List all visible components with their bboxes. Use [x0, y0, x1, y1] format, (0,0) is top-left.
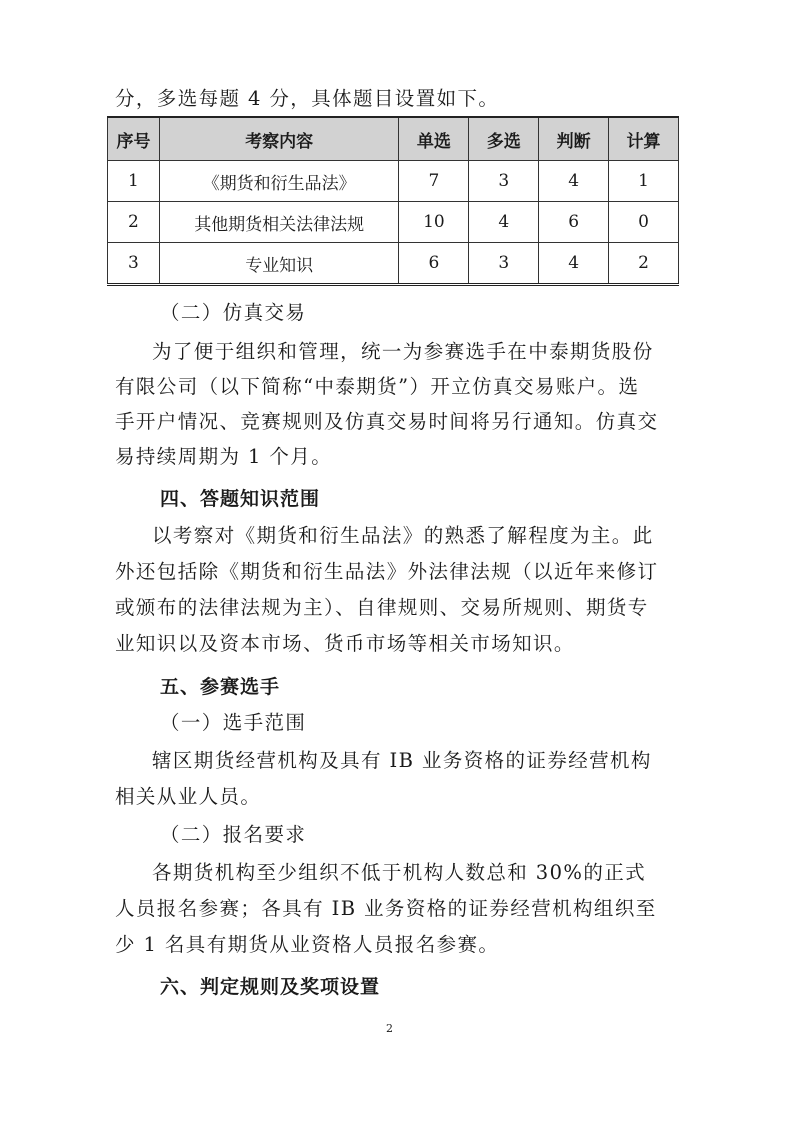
header-index: 序号	[108, 117, 160, 161]
header-content: 考察内容	[159, 117, 399, 161]
table-cell: 3	[108, 243, 160, 285]
table-row	[108, 202, 679, 243]
paragraph-line: 手开户情况、竞赛规则及仿真交易时间将另行通知。仿真交	[115, 410, 659, 433]
paragraph-line: 外还包括除《期货和衍生品法》外法律法规（以近年来修订	[115, 560, 659, 583]
question-setup-table	[107, 116, 679, 286]
table-cell: 4	[539, 243, 609, 285]
header-true-false: 判断	[539, 117, 609, 161]
table-cell: 专业知识	[159, 243, 399, 285]
paragraph-line: 以考察对《期货和衍生品法》的熟悉了解程度为主。此	[152, 524, 654, 547]
participant-range-title: （一）选手范围	[160, 711, 307, 734]
paragraph-line: 各期货机构至少组织不低于机构人数总和 30%的正式	[152, 861, 647, 884]
paragraph-line: 或颁布的法律法规为主）、自律规则、交易所规则、期货专	[115, 596, 649, 619]
table-cell: 2	[609, 243, 679, 285]
table-cell: 0	[609, 202, 679, 243]
paragraph-line: 易持续周期为 1 个月。	[115, 445, 333, 468]
table-cell: 10	[399, 202, 469, 243]
table-cell: 1	[108, 161, 160, 202]
table-row	[108, 243, 679, 285]
paragraph-line: 人员报名参赛；各具有 IB 业务资格的证券经营机构组织至	[115, 897, 657, 920]
table-cell: 4	[539, 161, 609, 202]
rules-heading: 六、判定规则及奖项设置	[160, 976, 381, 998]
table-cell: 2	[108, 202, 160, 243]
header-calculation: 计算	[609, 117, 679, 161]
paragraph-line: 辖区期货经营机构及具有 IB 业务资格的证券经营机构	[152, 749, 652, 772]
paragraph-line: 相关从业人员。	[115, 785, 262, 808]
table-cell: 6	[539, 202, 609, 243]
table-cell: 6	[399, 243, 469, 285]
table-header-row	[108, 117, 679, 161]
table-cell: 3	[469, 243, 539, 285]
header-multiple-choice: 多选	[469, 117, 539, 161]
header-single-choice: 单选	[399, 117, 469, 161]
table-cell: 3	[469, 161, 539, 202]
table-cell: 《期货和衍生品法》	[159, 161, 399, 202]
paragraph-line: 为了便于组织和管理，统一为参赛选手在中泰期货股份	[152, 340, 654, 363]
participants-heading: 五、参赛选手	[160, 676, 281, 698]
paragraph-line: 有限公司（以下简称“中泰期货”）开立仿真交易账户。选	[115, 375, 640, 398]
registration-requirements-title: （二）报名要求	[160, 823, 307, 846]
table-cell: 7	[399, 161, 469, 202]
paragraph-line: 业知识以及资本市场、货币市场等相关市场知识。	[115, 632, 575, 655]
table-row	[108, 161, 679, 202]
table-cell: 1	[609, 161, 679, 202]
knowledge-scope-heading: 四、答题知识范围	[160, 488, 321, 510]
intro-line: 分，多选每题 4 分，具体题目设置如下。	[115, 87, 500, 110]
table-cell: 4	[469, 202, 539, 243]
paragraph-line: 少 1 名具有期货从业资格人员报名参赛。	[115, 933, 500, 956]
page-number: 2	[386, 1022, 393, 1035]
table-cell: 其他期货相关法律法规	[159, 202, 399, 243]
sim-trading-title: （二）仿真交易	[160, 301, 307, 324]
